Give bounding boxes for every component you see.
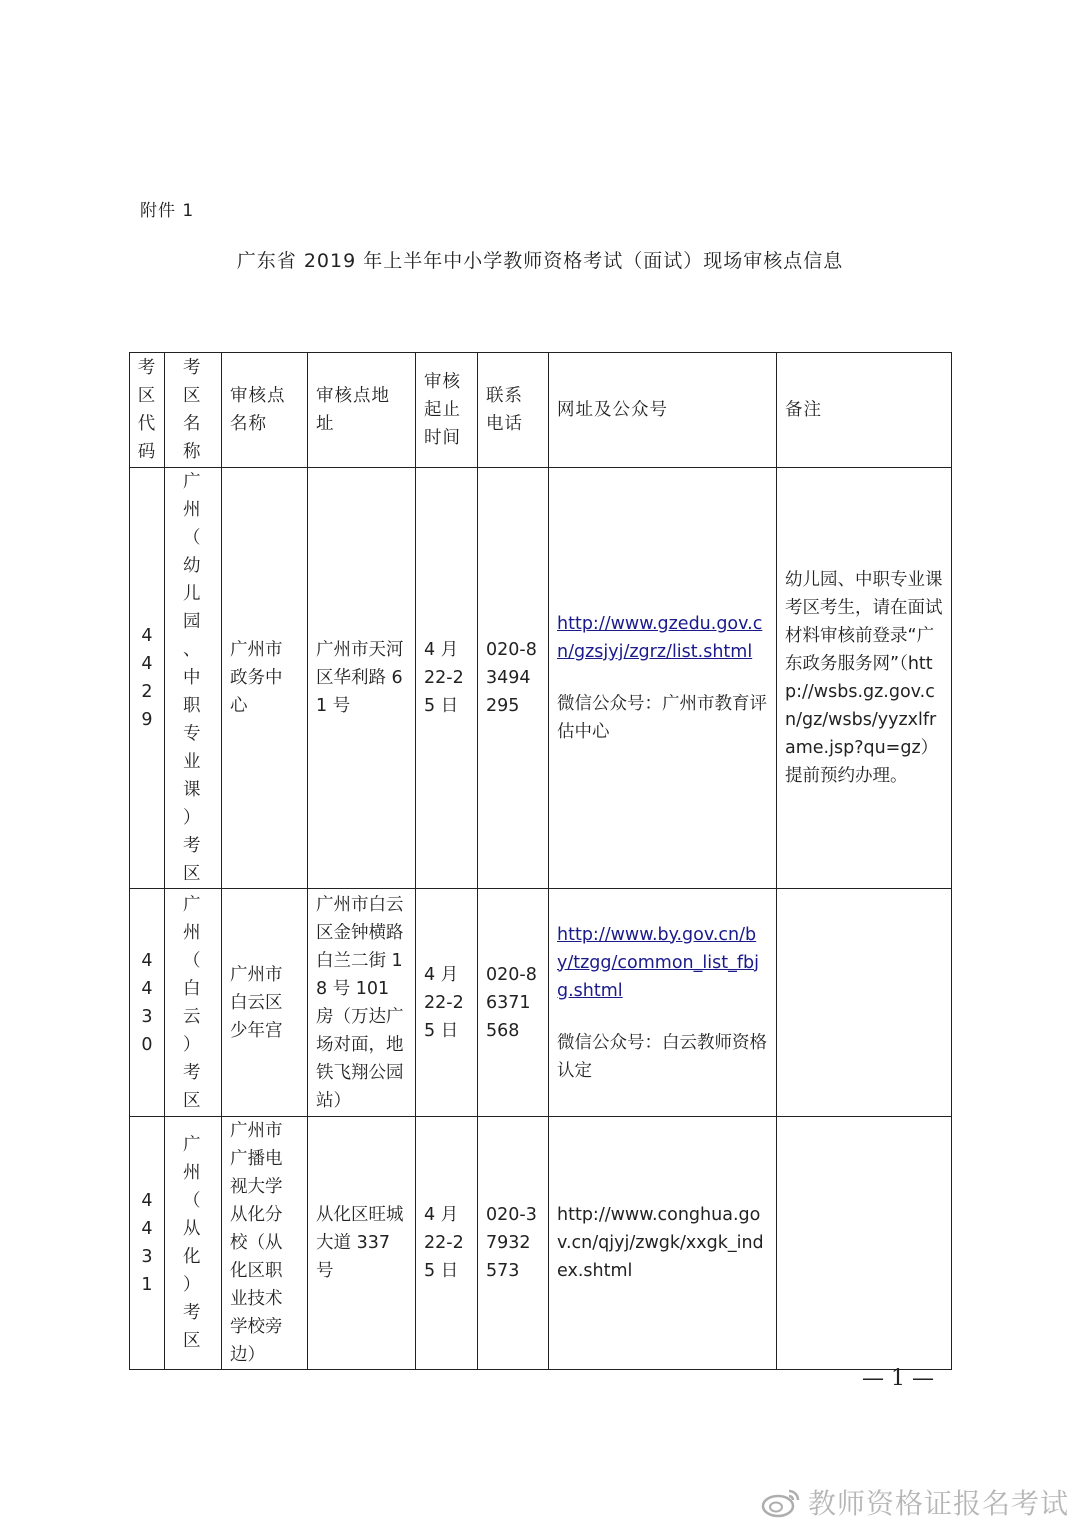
cell-address: 广州市天河区华利路 61 号	[308, 468, 416, 889]
cell-note	[777, 889, 952, 1117]
table-row	[130, 468, 952, 889]
site-link[interactable]: http://www.by.gov.cn/by/tzgg/common_list_fbjg.shtml	[557, 924, 759, 1001]
site-link[interactable]: http://www.gzedu.gov.cn/gzsjyj/zgrz/list.shtml	[557, 614, 763, 662]
header-cell-phone: 联系电话	[478, 353, 549, 468]
weibo-logo-icon	[760, 1485, 802, 1519]
cell-note	[777, 1117, 952, 1370]
cell-code: 4430	[130, 889, 165, 1117]
header-cell-name: 考区名称	[165, 353, 222, 468]
header-cell-note: 备注	[777, 353, 952, 468]
header-cell-time: 审核起止时间	[416, 353, 478, 468]
table-row	[130, 1117, 952, 1370]
cell-code: 4431	[130, 1117, 165, 1370]
header-cell-code: 考区代码	[130, 353, 165, 468]
cell-name: 广州（从化）考区	[165, 1117, 222, 1370]
cell-site: 广州市政务中心	[222, 468, 308, 889]
watermark-text: 教师资格证报名考试	[808, 1487, 1070, 1520]
attachment-label: 附件 1	[140, 201, 195, 221]
wechat-account: 微信公众号：白云教师资格认定	[557, 1032, 767, 1081]
page-title: 广东省 2019 年上半年中小学教师资格考试（面试）现场审核点信息	[236, 250, 844, 272]
cell-phone: 020-83494295	[478, 468, 549, 889]
table-row	[130, 889, 952, 1117]
cell-phone: 020-37932573	[478, 1117, 549, 1370]
cell-address: 广州市白云区金钟横路白兰二街 18 号 101 房（万达广场对面，地铁飞翔公园站）	[308, 889, 416, 1117]
cell-url	[549, 1117, 777, 1370]
site-url-text: http://www.conghua.gov.cn/qjyj/zwgk/xxgk_index.shtml	[557, 1205, 764, 1281]
cell-name: 广州（幼儿园、中职专业课）考区	[165, 468, 222, 889]
cell-url	[549, 889, 777, 1117]
header-cell-site: 审核点名称	[222, 353, 308, 468]
cell-url	[549, 468, 777, 889]
cell-address: 从化区旺城大道 337 号	[308, 1117, 416, 1370]
review-sites-table	[129, 352, 952, 1370]
header-cell-address: 审核点地址	[308, 353, 416, 468]
cell-code: 4429	[130, 468, 165, 889]
watermark	[760, 1482, 1069, 1522]
cell-site: 广州市白云区少年宫	[222, 889, 308, 1117]
cell-time: 4 月 22-25 日	[416, 468, 478, 889]
cell-note: 幼儿园、中职专业课考区考生，请在面试材料审核前登录“广东政务服务网”（http://wsbs.gz.gov.cn/gz/wsbs/yyzxlframe.jsp?qu=gz）提前预约办理。	[777, 468, 952, 889]
page-number: — 1 —	[862, 1366, 934, 1391]
wechat-account: 微信公众号：广州市教育评估中心	[557, 694, 767, 742]
cell-phone: 020-86371568	[478, 889, 549, 1117]
cell-name: 广州（白云）考区	[165, 889, 222, 1117]
cell-site: 广州市广播电视大学从化分校（从化区职业技术学校旁边）	[222, 1117, 308, 1370]
cell-time: 4 月 22-25 日	[416, 889, 478, 1117]
header-cell-url: 网址及公众号	[549, 353, 777, 468]
cell-time: 4 月 22-25 日	[416, 1117, 478, 1370]
table-header-row	[130, 353, 952, 468]
